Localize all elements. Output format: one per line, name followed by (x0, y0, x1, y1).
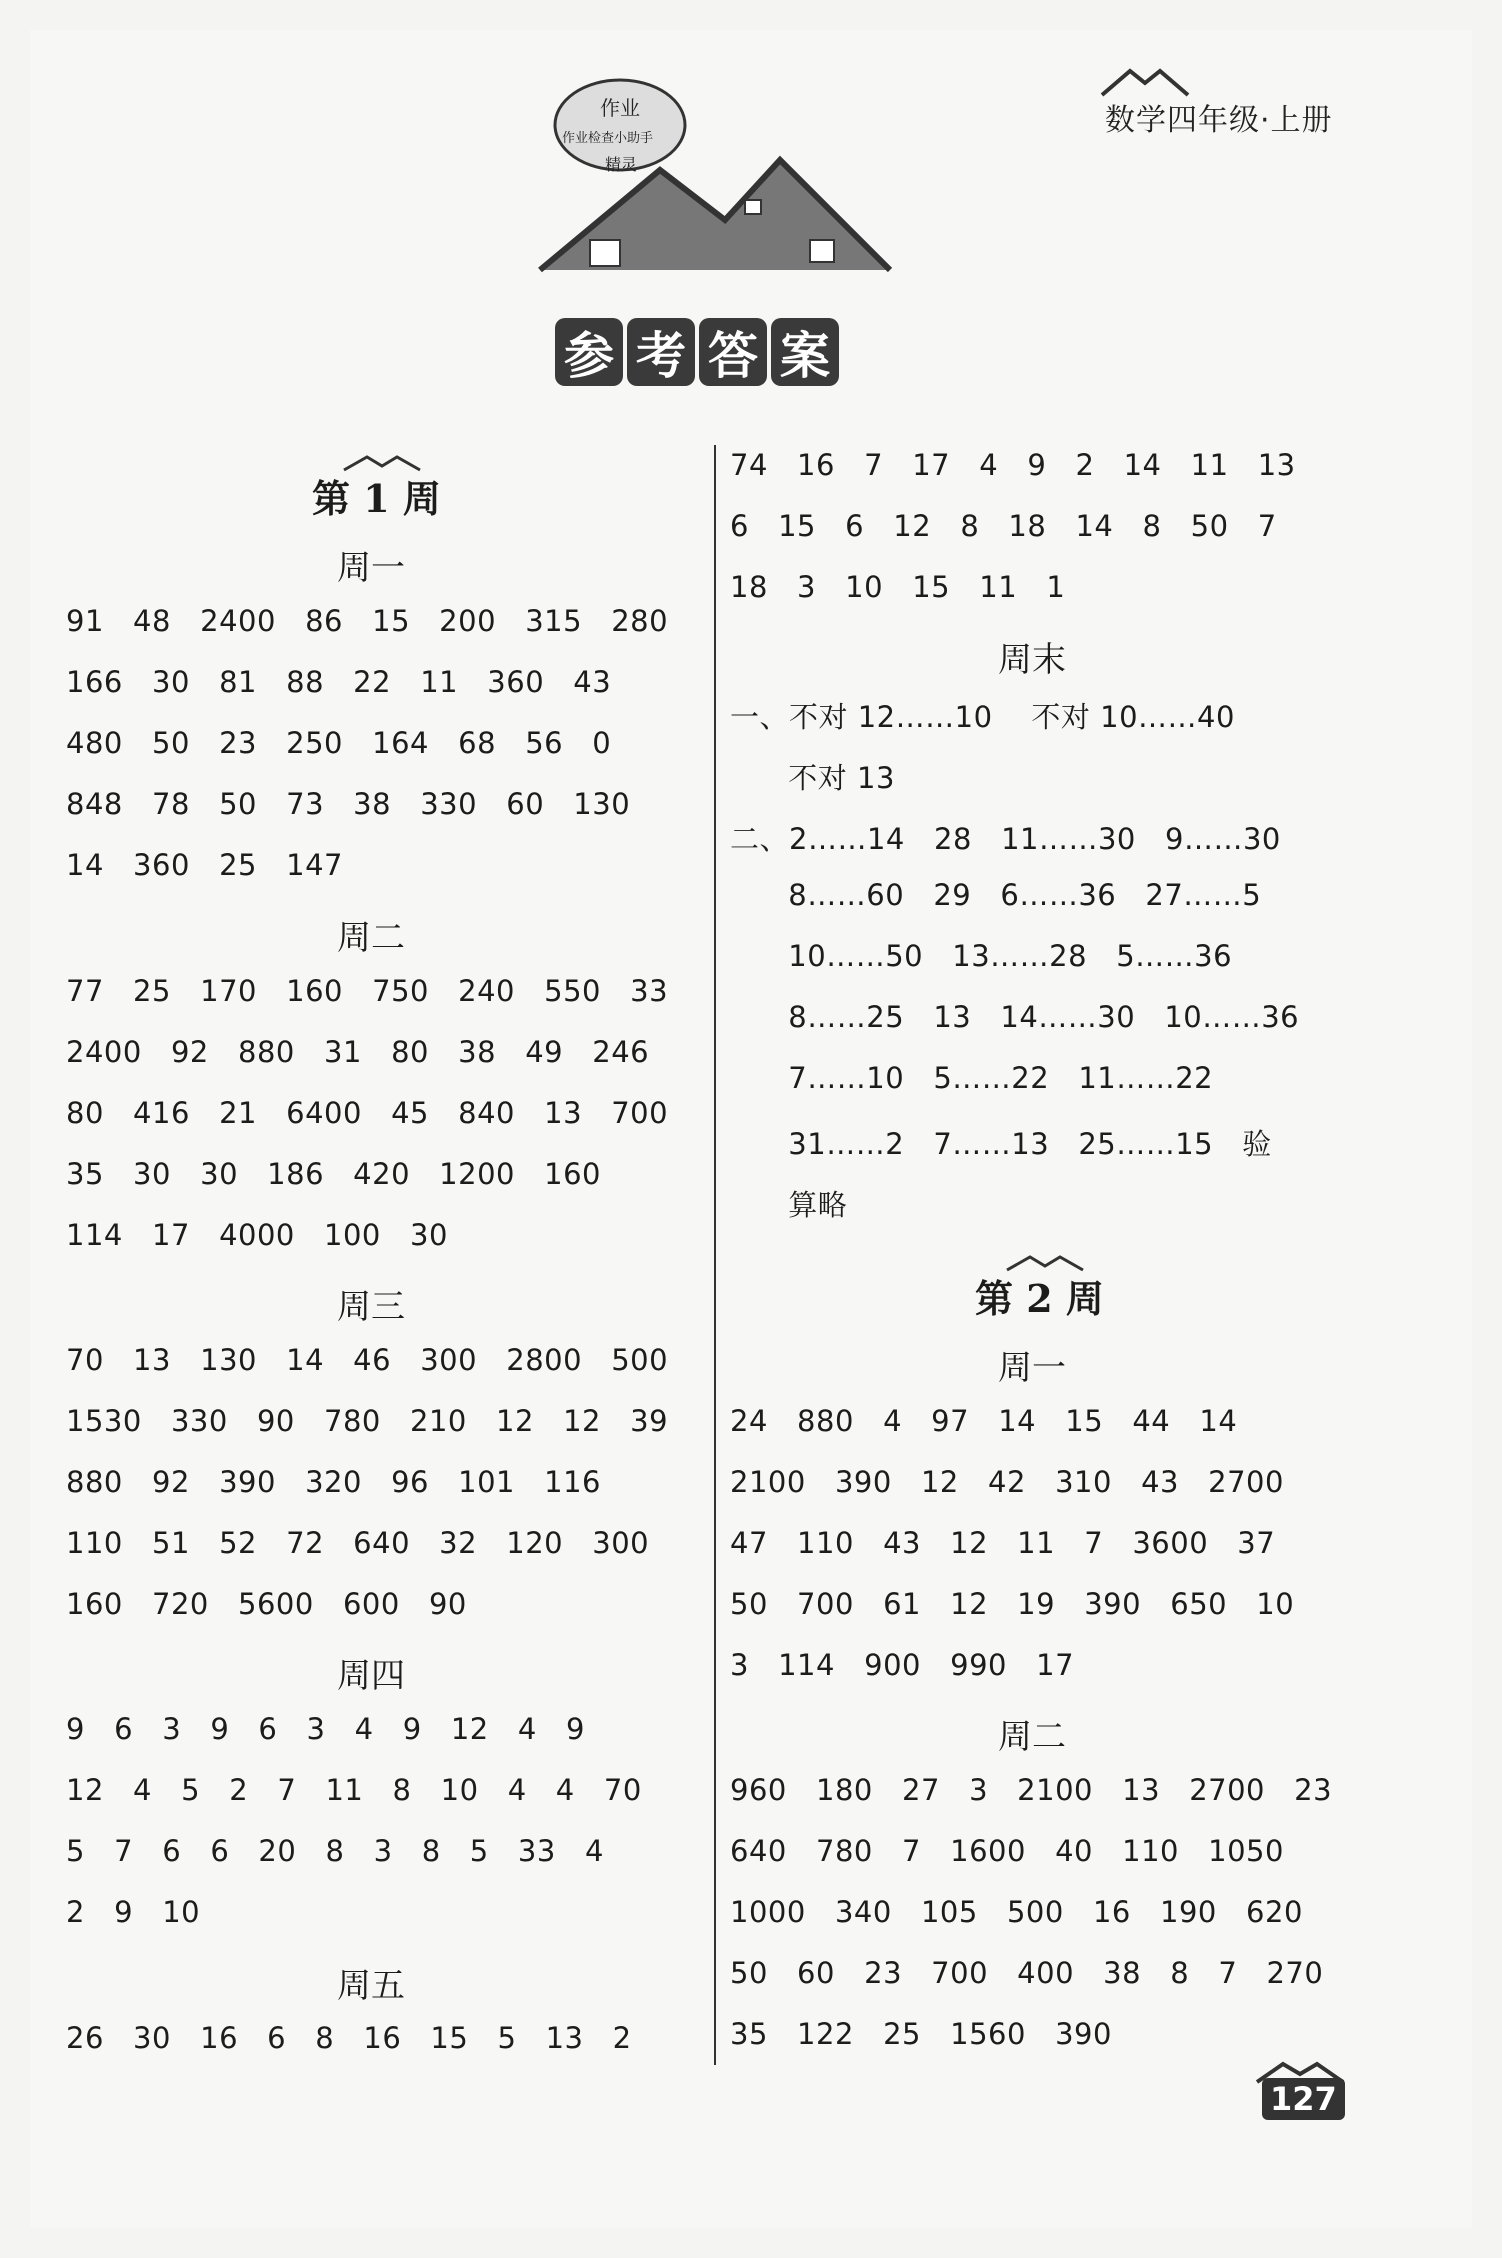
answer-row: 91 48 2400 86 15 200 315 280 (66, 604, 669, 638)
answer-row: 47 110 43 12 11 7 3600 37 (730, 1526, 1276, 1560)
answer-row: 3 114 900 990 17 (730, 1648, 1075, 1682)
answer-row: 166 30 81 88 22 11 360 43 (66, 665, 612, 699)
answer-row: 18 3 10 15 11 1 (730, 570, 1066, 604)
answer-row: 35 122 25 1560 390 (730, 2017, 1112, 2051)
answer-row: 160 720 5600 600 90 (66, 1587, 467, 1621)
answer-row: 9 6 3 9 6 3 4 9 12 4 9 (66, 1712, 585, 1746)
answer-row: 70 13 130 14 46 300 2800 500 (66, 1343, 669, 1377)
answer-row: 算略 (730, 1188, 848, 1222)
answer-row: 80 416 21 6400 45 840 13 700 (66, 1096, 669, 1130)
answer-row: 1530 330 90 780 210 12 12 39 (66, 1404, 669, 1438)
logo-text-2: 作业检查小助手 (562, 131, 654, 146)
day-title: 周一 (337, 548, 405, 588)
day-title: 周二 (998, 1717, 1066, 1757)
answer-row: 10……50 13……28 5……36 (730, 939, 1233, 973)
answer-row: 5 7 6 6 20 8 3 8 5 33 4 (66, 1834, 604, 1868)
title-char: 答 (699, 318, 767, 386)
answer-row: 35 30 30 186 420 1200 160 (66, 1157, 601, 1191)
answer-row: 6 15 6 12 8 18 14 8 50 7 (730, 509, 1277, 543)
answer-row: 7……10 5……22 11……22 (730, 1061, 1214, 1095)
day-title: 周一 (998, 1348, 1066, 1388)
answer-row: 24 880 4 97 14 15 44 14 (730, 1404, 1238, 1438)
title-char: 案 (771, 318, 839, 386)
week-1-title (312, 468, 441, 523)
logo-text-1: 作业 (600, 96, 640, 120)
answer-row: 77 25 170 160 750 240 550 33 (66, 974, 669, 1008)
week-2-label: 第 2 周 (975, 1276, 1104, 1321)
answer-row: 8……25 13 14……30 10……36 (730, 1000, 1300, 1034)
answer-row: 960 180 27 3 2100 13 2700 23 (730, 1773, 1333, 1807)
answer-row: 1000 340 105 500 16 190 620 (730, 1895, 1303, 1929)
roof-icon (1005, 1254, 1085, 1272)
answer-row: 74 16 7 17 4 9 2 14 11 13 (730, 448, 1296, 482)
day-title: 周五 (337, 1966, 405, 2006)
week-1-label: 第 1 周 (312, 476, 441, 521)
answer-row: 480 50 23 250 164 68 56 0 (66, 726, 612, 760)
answer-row: 12 4 5 2 7 11 8 10 4 4 70 (66, 1773, 642, 1807)
answer-row: 二、2……14 28 11……30 9……30 (730, 822, 1281, 856)
day-title: 周四 (337, 1656, 405, 1696)
column-divider (714, 445, 716, 2065)
answer-row: 26 30 16 6 8 16 15 5 13 2 (66, 2021, 632, 2055)
logo-text-3: 精灵 (605, 155, 638, 174)
day-title: 周二 (337, 918, 405, 958)
answer-row: 2400 92 880 31 80 38 49 246 (66, 1035, 650, 1069)
title-char: 参 (555, 318, 623, 386)
answer-row: 880 92 390 320 96 101 116 (66, 1465, 601, 1499)
answer-row: 14 360 25 147 (66, 848, 343, 882)
answer-row: 50 700 61 12 19 390 650 10 (730, 1587, 1295, 1621)
page-number: 127 (1262, 2078, 1345, 2120)
title-char: 考 (627, 318, 695, 386)
answer-row: 一、不对 12……10 不对 10……40 (730, 700, 1235, 734)
answer-row: 848 78 50 73 38 330 60 130 (66, 787, 631, 821)
answer-row: 640 780 7 1600 40 110 1050 (730, 1834, 1284, 1868)
answer-row: 114 17 4000 100 30 (66, 1218, 448, 1252)
answer-row: 2100 390 12 42 310 43 2700 (730, 1465, 1284, 1499)
week-2-title (975, 1268, 1104, 1323)
day-title: 周三 (337, 1287, 405, 1327)
day-title: 周末 (998, 640, 1066, 680)
subject-label: 数学四年级·上册 (1105, 103, 1333, 138)
answer-row: 50 60 23 700 400 38 8 7 270 (730, 1956, 1324, 1990)
answer-row: 2 9 10 (66, 1895, 201, 1929)
logo-house-icon (520, 70, 910, 280)
answer-row: 31……2 7……13 25……15 验 (730, 1127, 1272, 1161)
roof-icon (342, 454, 422, 472)
answer-row: 8……60 29 6……36 27……5 (730, 878, 1262, 912)
answer-row: 不对 13 (730, 761, 895, 795)
page-title (555, 318, 839, 386)
answer-row: 110 51 52 72 640 32 120 300 (66, 1526, 650, 1560)
